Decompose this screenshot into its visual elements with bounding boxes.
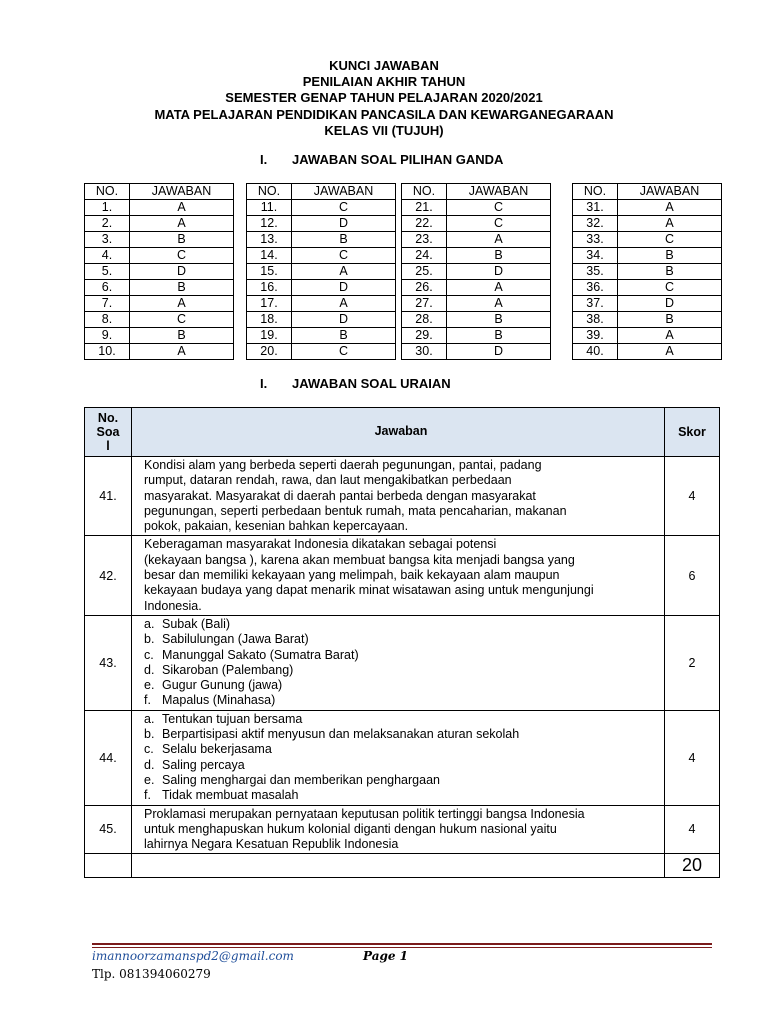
- score-value: 2: [665, 615, 720, 710]
- question-number: 10.: [85, 344, 130, 360]
- document-title: [0, 58, 768, 139]
- answer-text: [132, 710, 665, 805]
- total-score: 20: [665, 854, 720, 878]
- question-number: 33.: [573, 232, 618, 248]
- list-text: Sikaroban (Palembang): [162, 662, 294, 677]
- answer-table-header-row: [247, 184, 396, 200]
- answer-row: [402, 232, 551, 248]
- answer-row: [402, 296, 551, 312]
- question-number: 32.: [573, 216, 618, 232]
- answer-list-item: [144, 773, 658, 788]
- column-header-number: NO.: [247, 184, 292, 200]
- answer-row: [85, 200, 234, 216]
- question-number: 43.: [85, 615, 132, 710]
- list-text: Sabilulungan (Jawa Barat): [162, 632, 309, 647]
- essay-answer-table: [84, 407, 720, 878]
- answer-row: [85, 216, 234, 232]
- list-letter: f.: [144, 788, 151, 803]
- answer-letter: A: [130, 344, 234, 360]
- answer-row: [573, 312, 722, 328]
- list-letter: c.: [144, 742, 154, 757]
- answer-line: pegunungan, seperti perbedaan bentuk rumah, mata pencaharian, makanan: [144, 503, 567, 518]
- answer-row: [573, 328, 722, 344]
- list-letter: c.: [144, 647, 154, 662]
- answer-letter: B: [447, 248, 551, 264]
- answer-table-1: [84, 183, 234, 360]
- answer-row: [247, 344, 396, 360]
- list-text: Mapalus (Minahasa): [162, 693, 276, 708]
- question-number: 31.: [573, 200, 618, 216]
- section-number: I.: [260, 376, 268, 391]
- question-number: 30.: [402, 344, 447, 360]
- header-line: l: [106, 439, 110, 453]
- answer-letter: B: [618, 312, 722, 328]
- answer-letter: C: [447, 200, 551, 216]
- essay-row: [85, 536, 720, 615]
- list-letter: e.: [144, 772, 155, 787]
- answer-letter: A: [130, 296, 234, 312]
- question-number: 38.: [573, 312, 618, 328]
- answer-row: [402, 280, 551, 296]
- question-number: 40.: [573, 344, 618, 360]
- answer-row: [573, 264, 722, 280]
- answer-row: [85, 248, 234, 264]
- list-text: Selalu bekerjasama: [162, 742, 272, 757]
- answer-row: [573, 200, 722, 216]
- footer-phone: Tlp. 081394060279: [92, 967, 211, 981]
- question-number: 11.: [247, 200, 292, 216]
- question-number: 17.: [247, 296, 292, 312]
- answer-letter: B: [130, 232, 234, 248]
- answer-row: [573, 232, 722, 248]
- answer-table-header-row: [573, 184, 722, 200]
- question-number: 27.: [402, 296, 447, 312]
- list-text: Saling menghargai dan memberikan penghargaan: [162, 772, 440, 787]
- question-number: 34.: [573, 248, 618, 264]
- answer-list-item: [144, 632, 658, 647]
- answer-row: [402, 312, 551, 328]
- answer-table-2: [246, 183, 396, 360]
- answer-row: [85, 280, 234, 296]
- answer-table-header-row: [402, 184, 551, 200]
- column-header-answer: Jawaban: [132, 408, 665, 457]
- answer-list-item: [144, 788, 658, 803]
- answer-list-item: [144, 617, 658, 632]
- section-number: I.: [260, 152, 268, 167]
- question-number: 24.: [402, 248, 447, 264]
- answer-row: [247, 264, 396, 280]
- answer-line: Indonesia.: [144, 598, 202, 613]
- answer-letter: C: [130, 312, 234, 328]
- list-letter: a.: [144, 616, 155, 631]
- answer-line: untuk menghapuskan hukum kolonial diganti dengan hukum nasional yaitu: [144, 821, 557, 836]
- answer-letter: A: [130, 216, 234, 232]
- answer-list-item: [144, 648, 658, 663]
- answer-letter: D: [292, 216, 396, 232]
- column-header-answer: JAWABAN: [618, 184, 722, 200]
- answer-row: [247, 248, 396, 264]
- footer-divider: [92, 943, 712, 945]
- essay-row: [85, 710, 720, 805]
- answer-line: (kekayaan bangsa ), karena akan membuat bangsa kita menjadi bangsa yang: [144, 552, 575, 567]
- question-number: 42.: [85, 536, 132, 615]
- question-number: 7.: [85, 296, 130, 312]
- list-text: Gugur Gunung (jawa): [162, 678, 283, 693]
- answer-row: [247, 216, 396, 232]
- answer-letter: B: [618, 248, 722, 264]
- answer-list-item: [144, 678, 658, 693]
- list-text: Tentukan tujuan bersama: [162, 711, 303, 726]
- answer-text: [132, 457, 665, 536]
- column-header-number: NO.: [573, 184, 618, 200]
- answer-text: [132, 536, 665, 615]
- answer-list-item: [144, 758, 658, 773]
- footer-email: imannoorzamanspd2@gmail.com: [92, 949, 294, 963]
- column-header-answer: JAWABAN: [447, 184, 551, 200]
- title-line: KELAS VII (TUJUH): [324, 122, 444, 138]
- answer-letter: A: [618, 200, 722, 216]
- answer-table-3: [401, 183, 551, 360]
- question-number: 25.: [402, 264, 447, 280]
- question-number: 21.: [402, 200, 447, 216]
- title-line: KUNCI JAWABAN: [329, 58, 439, 73]
- question-number: 35.: [573, 264, 618, 280]
- answer-letter: C: [292, 248, 396, 264]
- column-header-score: Skor: [665, 408, 720, 457]
- question-number: 29.: [402, 328, 447, 344]
- answer-row: [247, 296, 396, 312]
- answer-row: [402, 344, 551, 360]
- answer-row: [85, 312, 234, 328]
- answer-letter: D: [447, 344, 551, 360]
- answer-letter: A: [618, 328, 722, 344]
- score-value: 6: [665, 536, 720, 615]
- footer-divider: [92, 947, 712, 948]
- answer-row: [247, 280, 396, 296]
- column-header-number: NO.: [85, 184, 130, 200]
- empty-cell: [132, 854, 665, 878]
- question-number: 5.: [85, 264, 130, 280]
- list-text: Tidak membuat masalah: [162, 788, 299, 803]
- answer-row: [402, 248, 551, 264]
- list-text: Manunggal Sakato (Sumatra Barat): [162, 647, 359, 662]
- question-number: 23.: [402, 232, 447, 248]
- answer-text: [132, 805, 665, 854]
- list-text: Subak (Bali): [162, 616, 231, 631]
- answer-letter: C: [292, 344, 396, 360]
- answer-list-item: [144, 742, 658, 757]
- question-number: 3.: [85, 232, 130, 248]
- answer-letter: D: [618, 296, 722, 312]
- answer-line: besar dan memiliki kekayaan yang melimpah, baik kekayaan alam maupun: [144, 568, 560, 583]
- answer-row: [402, 216, 551, 232]
- answer-row: [247, 312, 396, 328]
- question-number: 37.: [573, 296, 618, 312]
- column-header-number: [85, 408, 132, 457]
- question-number: 20.: [247, 344, 292, 360]
- answer-row: [402, 264, 551, 280]
- answer-table-header-row: [85, 184, 234, 200]
- answer-letter: B: [618, 264, 722, 280]
- question-number: 14.: [247, 248, 292, 264]
- answer-letter: A: [618, 344, 722, 360]
- answer-line: lahirnya Negara Kesatuan Republik Indonesia: [144, 837, 399, 852]
- answer-row: [85, 344, 234, 360]
- answer-letter: A: [130, 200, 234, 216]
- answer-line: Proklamasi merupakan pernyataan keputusan politik tertinggi bangsa Indonesia: [144, 806, 585, 821]
- title-line: SEMESTER GENAP TAHUN PELAJARAN 2020/2021: [225, 90, 543, 106]
- answer-letter: D: [292, 280, 396, 296]
- answer-letter: C: [618, 280, 722, 296]
- answer-list-item: [144, 712, 658, 727]
- answer-list-item: [144, 727, 658, 742]
- list-letter: d.: [144, 662, 155, 677]
- list-letter: d.: [144, 757, 155, 772]
- answer-line: Kondisi alam yang berbeda seperti daerah pegunungan, pantai, padang: [144, 458, 542, 472]
- list-text: Saling percaya: [162, 757, 245, 772]
- answer-list-item: [144, 663, 658, 678]
- question-number: 36.: [573, 280, 618, 296]
- answer-row: [573, 296, 722, 312]
- answer-letter: B: [292, 328, 396, 344]
- answer-table-4: [572, 183, 722, 360]
- question-number: 39.: [573, 328, 618, 344]
- answer-row: [573, 280, 722, 296]
- essay-row: [85, 615, 720, 710]
- column-header-answer: JAWABAN: [292, 184, 396, 200]
- question-number: 9.: [85, 328, 130, 344]
- answer-line: pokok, pakaian, kesenian bahkan kepercayaan.: [144, 519, 409, 534]
- list-letter: a.: [144, 711, 155, 726]
- column-header-answer: JAWABAN: [130, 184, 234, 200]
- answer-row: [402, 328, 551, 344]
- question-number: 13.: [247, 232, 292, 248]
- list-letter: f.: [144, 693, 151, 708]
- answer-letter: A: [447, 232, 551, 248]
- score-value: 4: [665, 710, 720, 805]
- footer-page-number: Page 1: [363, 949, 409, 963]
- list-letter: e.: [144, 678, 155, 693]
- answer-line: kekayaan budaya yang dapat menarik minat wisatawan asing untuk mengunjungi: [144, 583, 594, 598]
- empty-cell: [85, 854, 132, 878]
- answer-letter: C: [292, 200, 396, 216]
- answer-letter: D: [130, 264, 234, 280]
- answer-row: [247, 200, 396, 216]
- header-line: Soa: [96, 425, 120, 439]
- answer-letter: A: [618, 216, 722, 232]
- section-heading-essay: [260, 376, 451, 391]
- question-number: 16.: [247, 280, 292, 296]
- question-number: 2.: [85, 216, 130, 232]
- question-number: 18.: [247, 312, 292, 328]
- question-number: 12.: [247, 216, 292, 232]
- score-value: 4: [665, 805, 720, 854]
- answer-row: [247, 328, 396, 344]
- answer-letter: B: [447, 328, 551, 344]
- question-number: 19.: [247, 328, 292, 344]
- question-number: 22.: [402, 216, 447, 232]
- question-number: 44.: [85, 710, 132, 805]
- answer-letter: D: [292, 312, 396, 328]
- answer-letter: A: [447, 296, 551, 312]
- section-heading-multiple-choice: [260, 152, 503, 167]
- answer-row: [85, 264, 234, 280]
- section-title: JAWABAN SOAL URAIAN: [292, 376, 451, 391]
- answer-list-item: [144, 693, 658, 708]
- answer-row: [573, 216, 722, 232]
- answer-row: [247, 232, 396, 248]
- answer-line: Keberagaman masyarakat Indonesia dikatakan sebagai potensi: [144, 537, 497, 552]
- answer-letter: B: [292, 232, 396, 248]
- list-letter: b.: [144, 632, 155, 647]
- essay-header-row: [85, 408, 720, 457]
- column-header-number: NO.: [402, 184, 447, 200]
- list-letter: b.: [144, 727, 155, 742]
- question-number: 6.: [85, 280, 130, 296]
- answer-letter: A: [292, 296, 396, 312]
- question-number: 4.: [85, 248, 130, 264]
- answer-letter: A: [292, 264, 396, 280]
- section-title: JAWABAN SOAL PILIHAN GANDA: [292, 152, 504, 167]
- question-number: 1.: [85, 200, 130, 216]
- question-number: 8.: [85, 312, 130, 328]
- answer-letter: D: [447, 264, 551, 280]
- question-number: 41.: [85, 457, 132, 536]
- answer-text: [132, 615, 665, 710]
- answer-letter: A: [447, 280, 551, 296]
- answer-row: [85, 296, 234, 312]
- answer-letter: B: [447, 312, 551, 328]
- answer-row: [573, 344, 722, 360]
- question-number: 45.: [85, 805, 132, 854]
- header-line: No.: [97, 411, 119, 425]
- question-number: 26.: [402, 280, 447, 296]
- answer-line: masyarakat. Masyarakat di daerah pantai berbeda dengan masyarakat: [144, 488, 536, 503]
- answer-row: [573, 248, 722, 264]
- answer-row: [85, 232, 234, 248]
- title-line: PENILAIAN AKHIR TAHUN: [302, 74, 466, 90]
- answer-line: rumput, dataran rendah, rawa, dan laut mengakibatkan perbedaan: [144, 473, 512, 488]
- answer-letter: C: [447, 216, 551, 232]
- answer-letter: C: [130, 248, 234, 264]
- question-number: 28.: [402, 312, 447, 328]
- essay-total-row: [85, 854, 720, 878]
- answer-row: [402, 200, 551, 216]
- answer-letter: C: [618, 232, 722, 248]
- score-value: 4: [665, 457, 720, 536]
- question-number: 15.: [247, 264, 292, 280]
- answer-row: [85, 328, 234, 344]
- answer-letter: B: [130, 280, 234, 296]
- answer-letter: B: [130, 328, 234, 344]
- list-text: Berpartisipasi aktif menyusun dan melaksanakan aturan sekolah: [162, 727, 520, 742]
- essay-row: [85, 805, 720, 854]
- title-line: MATA PELAJARAN PENDIDIKAN PANCASILA DAN KEWARGANEGARAAN: [154, 106, 614, 122]
- essay-row: [85, 457, 720, 536]
